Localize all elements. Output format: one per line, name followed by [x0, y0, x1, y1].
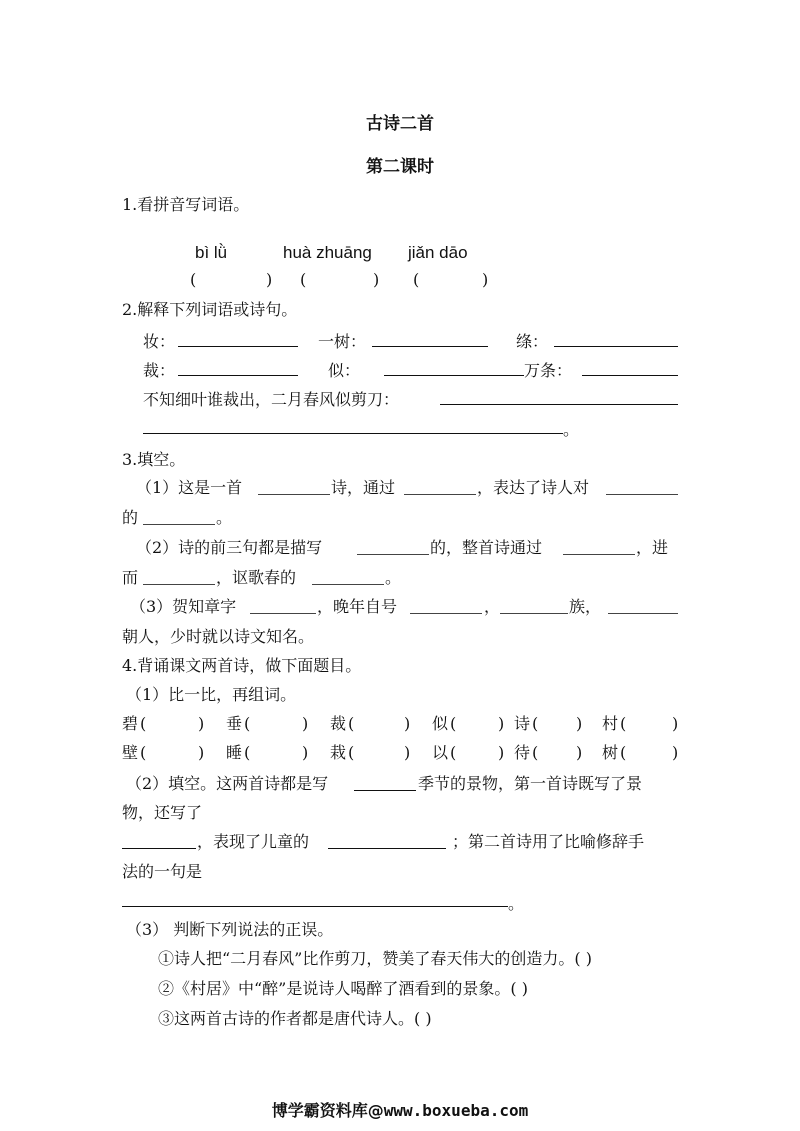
compare-char: 村 — [602, 714, 619, 733]
answer-blank[interactable] — [608, 613, 678, 614]
paren-close: ) — [672, 743, 679, 762]
answer-blank[interactable] — [143, 524, 215, 525]
word-wantiao: 万条： — [524, 361, 573, 380]
pinyin-blank-2-close: ) — [373, 270, 380, 289]
word-si: 似： — [328, 361, 361, 380]
compare-char: 诗 — [514, 714, 531, 733]
footer-url[interactable]: www.boxueba.com — [383, 1101, 529, 1120]
q3-3-text-b: ，晚年自号 — [317, 597, 398, 616]
pinyin-1: bì lǜ — [195, 243, 228, 262]
pinyin-2: huà zhuāng — [283, 243, 372, 262]
q2-heading: 2.解释下列词语或诗句。 — [122, 300, 298, 319]
footer-watermark — [0, 1098, 800, 1121]
q4-heading: 4.背诵课文两首诗，做下面题目。 — [122, 656, 362, 675]
paren-open: ( — [450, 714, 457, 733]
pinyin-blank-2-open: ( — [300, 270, 307, 289]
compare-char: 树 — [602, 743, 619, 762]
answer-blank[interactable] — [143, 433, 563, 434]
judge-item-1: ①诗人把“二月春风”比作剪刀，赞美了春天伟大的创造力。( ) — [158, 949, 592, 968]
paren-close: ) — [498, 714, 505, 733]
judge-item-2: ②《村居》中“醉”是说诗人喝醉了酒看到的景象。( ) — [158, 979, 528, 998]
paren-open: ( — [348, 743, 355, 762]
answer-blank[interactable] — [606, 494, 678, 495]
paren-open: ( — [140, 743, 147, 762]
q3-2-text-f: 。 — [385, 568, 402, 587]
paren-open: ( — [532, 714, 539, 733]
page-subtitle: 第二课时 — [366, 157, 434, 177]
answer-blank[interactable] — [143, 584, 215, 585]
paren-close: ) — [576, 743, 583, 762]
word-cai: 裁： — [143, 361, 176, 380]
judge-item-3: ③这两首古诗的作者都是唐代诗人。( ) — [158, 1009, 432, 1028]
paren-open: ( — [620, 743, 627, 762]
compare-char: 栽 — [330, 743, 347, 762]
answer-blank[interactable] — [250, 613, 316, 614]
q4-sub2-text-g: 。 — [508, 894, 525, 913]
q3-3-text-c: ， — [484, 597, 501, 616]
q4-sub2-text-b: 季节的景物，第一首诗既写了景 — [418, 774, 643, 793]
q3-1-text-d: 的 — [122, 508, 139, 527]
q3-heading: 3.填空。 — [122, 450, 186, 469]
answer-blank[interactable] — [500, 613, 568, 614]
q3-2-text-d: 而 — [122, 568, 139, 587]
compare-char: 似 — [432, 714, 449, 733]
q3-2-text-b: 的，整首诗通过 — [430, 538, 543, 557]
answer-blank[interactable] — [312, 584, 384, 585]
answer-blank[interactable] — [178, 375, 298, 376]
paren-close: ) — [198, 714, 205, 733]
answer-blank[interactable] — [440, 404, 678, 405]
page-title: 古诗二首 — [366, 114, 434, 134]
word-zhuang: 妆： — [143, 332, 176, 351]
compare-char: 睡 — [226, 743, 243, 762]
compare-char: 垂 — [226, 714, 243, 733]
answer-blank[interactable] — [178, 346, 298, 347]
q4-sub3: （3） 判断下列说法的正误。 — [126, 920, 334, 939]
q3-1-text-b: 诗，通过 — [331, 478, 396, 497]
answer-blank[interactable] — [122, 848, 196, 849]
q4-sub2-text-d: ，表现了儿童的 — [197, 832, 310, 851]
compare-char: 裁 — [330, 714, 347, 733]
paren-close: ) — [198, 743, 205, 762]
pinyin-3: jiǎn dāo — [408, 243, 468, 262]
answer-blank[interactable] — [328, 848, 446, 849]
word-yishu: 一树： — [318, 332, 367, 351]
q3-3-text-a: （3）贺知章字 — [130, 597, 237, 616]
answer-blank[interactable] — [410, 613, 482, 614]
pinyin-blank-3-close: ) — [482, 270, 489, 289]
answer-blank[interactable] — [258, 494, 330, 495]
q4-sub2-text-f: 法的一句是 — [122, 862, 203, 881]
paren-close: ) — [404, 714, 411, 733]
answer-blank[interactable] — [357, 554, 429, 555]
q3-2-text-e: ，讴歌春的 — [216, 568, 297, 587]
paren-open: ( — [348, 714, 355, 733]
q3-2-text-a: （2）诗的前三句都是描写 — [136, 538, 323, 557]
pinyin-blank-1-close: ) — [266, 270, 273, 289]
paren-close: ) — [498, 743, 505, 762]
answer-blank[interactable] — [554, 346, 678, 347]
answer-blank[interactable] — [404, 494, 476, 495]
paren-close: ) — [302, 714, 309, 733]
word-tao: 绦： — [516, 332, 549, 351]
compare-char: 以 — [432, 743, 449, 762]
q3-3-text-e: 朝人，少时就以诗文知名。 — [122, 627, 315, 646]
footer-site-name: 博学霸资料库@ — [271, 1101, 384, 1120]
paren-open: ( — [620, 714, 627, 733]
paren-open: ( — [244, 714, 251, 733]
q3-1-text-a: （1）这是一首 — [136, 478, 243, 497]
q4-sub2-text-e: ；第二首诗用了比喻修辞手 — [452, 832, 645, 851]
answer-blank[interactable] — [122, 906, 508, 907]
paren-close: ) — [404, 743, 411, 762]
answer-blank[interactable] — [372, 346, 488, 347]
paren-close: ) — [302, 743, 309, 762]
paren-open: ( — [140, 714, 147, 733]
pinyin-blank-1-open: ( — [190, 270, 197, 289]
q4-sub2-text-c: 物，还写了 — [122, 803, 203, 822]
period: 。 — [563, 420, 580, 439]
q1-heading: 1.看拼音写词语。 — [122, 195, 250, 214]
compare-char: 待 — [514, 743, 531, 762]
q3-1-text-e: 。 — [216, 508, 233, 527]
paren-close: ) — [672, 714, 679, 733]
answer-blank[interactable] — [563, 554, 635, 555]
compare-char: 壁 — [122, 743, 139, 762]
q3-2-text-c: ，进 — [636, 538, 669, 557]
paren-open: ( — [532, 743, 539, 762]
paren-close: ) — [576, 714, 583, 733]
answer-blank[interactable] — [582, 375, 678, 376]
answer-blank[interactable] — [354, 790, 416, 791]
answer-blank[interactable] — [384, 375, 524, 376]
q4-sub1: （1）比一比，再组词。 — [126, 685, 297, 704]
poem-line-label: 不知细叶谁裁出，二月春风似剪刀： — [143, 390, 400, 409]
paren-open: ( — [244, 743, 251, 762]
q3-1-text-c: ，表达了诗人对 — [477, 478, 590, 497]
compare-char: 碧 — [122, 714, 139, 733]
q3-3-text-d: 族， — [569, 597, 602, 616]
pinyin-blank-3-open: ( — [413, 270, 420, 289]
q4-sub2-text-a: （2）填空。这两首诗都是写 — [126, 774, 329, 793]
paren-open: ( — [450, 743, 457, 762]
